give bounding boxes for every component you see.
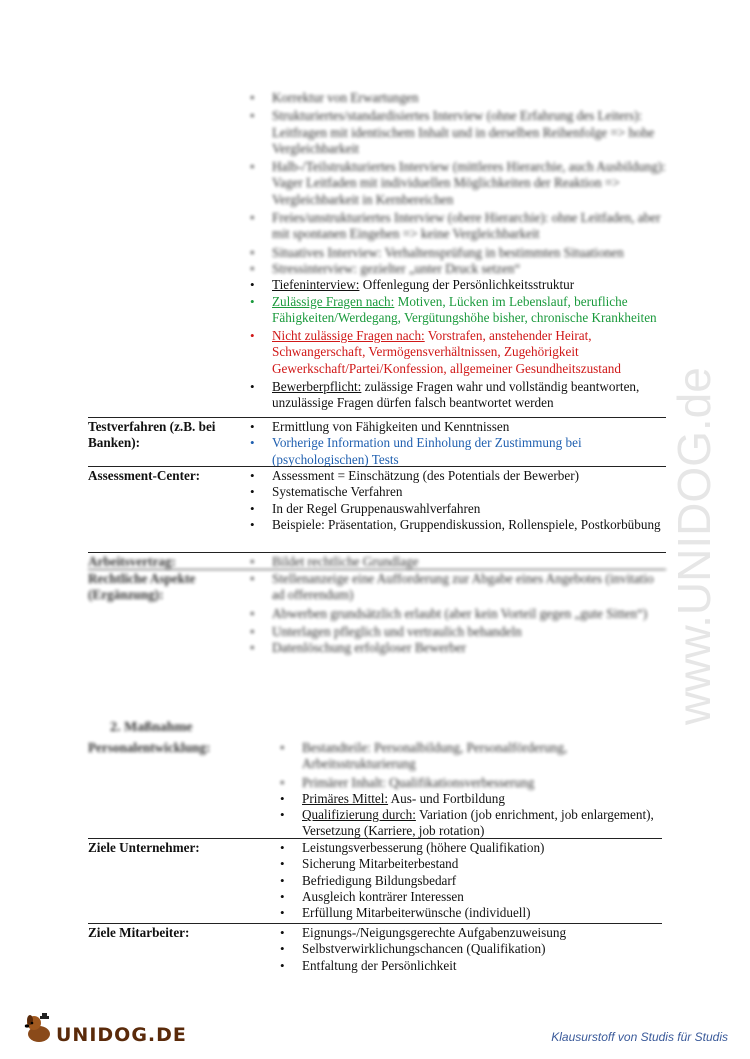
- row-divider: [88, 552, 666, 553]
- list-item: • Bildet rechtliche Grundlage: [246, 554, 666, 570]
- list-item: • Unterlagen pfleglich und vertraulich behandeln: [246, 624, 666, 640]
- list-item: • Ausgleich konträrer Interessen: [276, 889, 666, 905]
- definition: Vorstrafen, anstehender Heirat, Schwangerschaft, Vermögensverhältnissen, Zugehörigkeit Gewerkschaft/Partei/Konfession, allgemeiner Gesundheitszustand: [272, 328, 621, 376]
- term: Qualifizierung durch:: [302, 807, 416, 823]
- list-item: • Erfüllung Mitarbeiterwünsche (individuell): [276, 905, 666, 921]
- term: Zulässige Fragen nach:: [272, 293, 395, 309]
- row-divider: [88, 838, 662, 839]
- list-item: • Systematische Verfahren: [246, 484, 666, 500]
- list-item: • Beispiele: Präsentation, Gruppendiskussion, Rollenspiele, Postkorbübung: [246, 517, 666, 545]
- list-item: • Sicherung Mitarbeiterbestand: [276, 856, 666, 872]
- list-item: • Strukturiertes/standardisiertes Interview (ohne Erfahrung des Leiters): Leitfragen mit identischem Inhalt und in derselben Reihenfolge => hohe Vergleichbarkeit: [246, 108, 666, 157]
- watermark: [655, 270, 735, 730]
- list-item: • Befriedigung Bildungsbedarf: [276, 873, 666, 889]
- list-item: • Leistungsverbesserung (höhere Qualifikation): [276, 840, 666, 856]
- section-heading: 2. Maßnahme: [110, 720, 193, 735]
- list-item: • Vorherige Information und Einholung der Zustimmung bei (psychologischen) Tests: [246, 435, 666, 468]
- row-label: Assessment-Center:: [88, 468, 201, 483]
- list-item: • Stellenanzeige eine Aufforderung zur Abgabe eines Angebotes (invitatio ad offerendum): [246, 571, 666, 604]
- list-item: • Assessment = Einschätzung (des Potentials der Bewerber): [246, 468, 666, 484]
- row-label: Personalentwicklung:: [88, 740, 211, 755]
- watermark-text: www.UNIDOG.de: [668, 367, 720, 725]
- list-item: • Stressinterview: gezielter „unter Druck setzen“: [246, 261, 666, 277]
- definition: Aus- und Fortbildung: [388, 790, 505, 806]
- footer-logo-text: UNIDOG.DE: [56, 1024, 187, 1046]
- row-divider: [88, 923, 662, 924]
- term: Tiefeninterview:: [272, 277, 360, 293]
- list-item: • Primärer Inhalt: Qualifikationsverbesserung: [276, 775, 666, 791]
- term: Primäres Mittel:: [302, 790, 389, 806]
- list-item: • Eignungs-/Neigungsgerechte Aufgabenzuweisung: [276, 925, 666, 941]
- interview-list: [246, 90, 666, 412]
- list-item: • Datenlöschung erfolgloser Bewerber: [246, 640, 666, 656]
- list-item: • Freies/unstrukturiertes Interview (obere Hierarchie): ohne Leitfaden, aber mit spontanen Eingehen => keine Vergleichbarkeit: [246, 210, 666, 243]
- row-divider: [88, 569, 666, 570]
- term: Bewerberpflicht:: [272, 379, 362, 395]
- row-divider: [88, 417, 666, 418]
- row-label: Rechtliche Aspekte (Ergänzung):: [88, 571, 196, 602]
- definition: zulässige Fragen wahr und vollständig beantworten, unzulässige Fragen dürfen falsch beantwortet werden: [272, 379, 640, 411]
- row-label: Arbeitsvertrag:: [88, 554, 176, 569]
- list-item: • In der Regel Gruppenauswahlverfahren: [246, 501, 666, 517]
- definition: Variation (job enrichment, job enlargement), Versetzung (Karriere, job rotation): [302, 807, 654, 839]
- list-item-primaeres-mittel: [276, 791, 666, 807]
- list-item: • Ermittlung von Fähigkeiten und Kenntnissen: [246, 419, 666, 435]
- footer-tagline: Klausurstoff von Studis für Studis: [551, 1030, 728, 1044]
- row-label: Ziele Mitarbeiter:: [88, 925, 190, 940]
- definition: Offenlegung der Persönlichkeitsstruktur: [359, 277, 575, 293]
- list-item: • Korrektur von Erwartungen: [246, 90, 666, 106]
- dog-logo-icon: [22, 1012, 56, 1046]
- list-item: • Situatives Interview: Verhaltensprüfung in bestimmten Situationen: [246, 245, 666, 261]
- definition: Motiven, Lücken im Lebenslauf, berufliche Fähigkeiten/Werdegang, Vergütungshöhe bisher, chronische Krankheiten: [272, 293, 657, 325]
- list-item-tiefeninterview: [246, 277, 666, 293]
- list-item-qualifizierung: [276, 807, 666, 840]
- row-label: Testverfahren (z.B. bei Banken):: [88, 419, 216, 450]
- list-item-bewerberpflicht: [246, 379, 666, 412]
- list-item: • Entfaltung der Persönlichkeit: [276, 958, 666, 974]
- term: Nicht zulässige Fragen nach:: [272, 328, 425, 344]
- list-item: • Abwerben grundsätzlich erlaubt (aber kein Vorteil gegen „gute Sitten“): [246, 606, 666, 622]
- list-item-nicht-zulaessige-fragen: [246, 328, 666, 377]
- list-item: • Selbstverwirklichungschancen (Qualifikation): [276, 941, 666, 957]
- list-item-zulaessige-fragen: [246, 294, 666, 327]
- row-divider: [88, 466, 666, 467]
- row-label: Ziele Unternehmer:: [88, 840, 200, 855]
- list-item: • Halb-/Teilstrukturiertes Interview (mittleres Hierarchie, auch Ausbildung): Vager Leitfaden mit individuellen Möglichkeiten der Reaktion => Vergleichbarkeit in Kernbereichen: [246, 159, 666, 208]
- list-item: • Bestandteile: Personalbildung, Personalförderung, Arbeitsstrukturierung: [276, 740, 666, 773]
